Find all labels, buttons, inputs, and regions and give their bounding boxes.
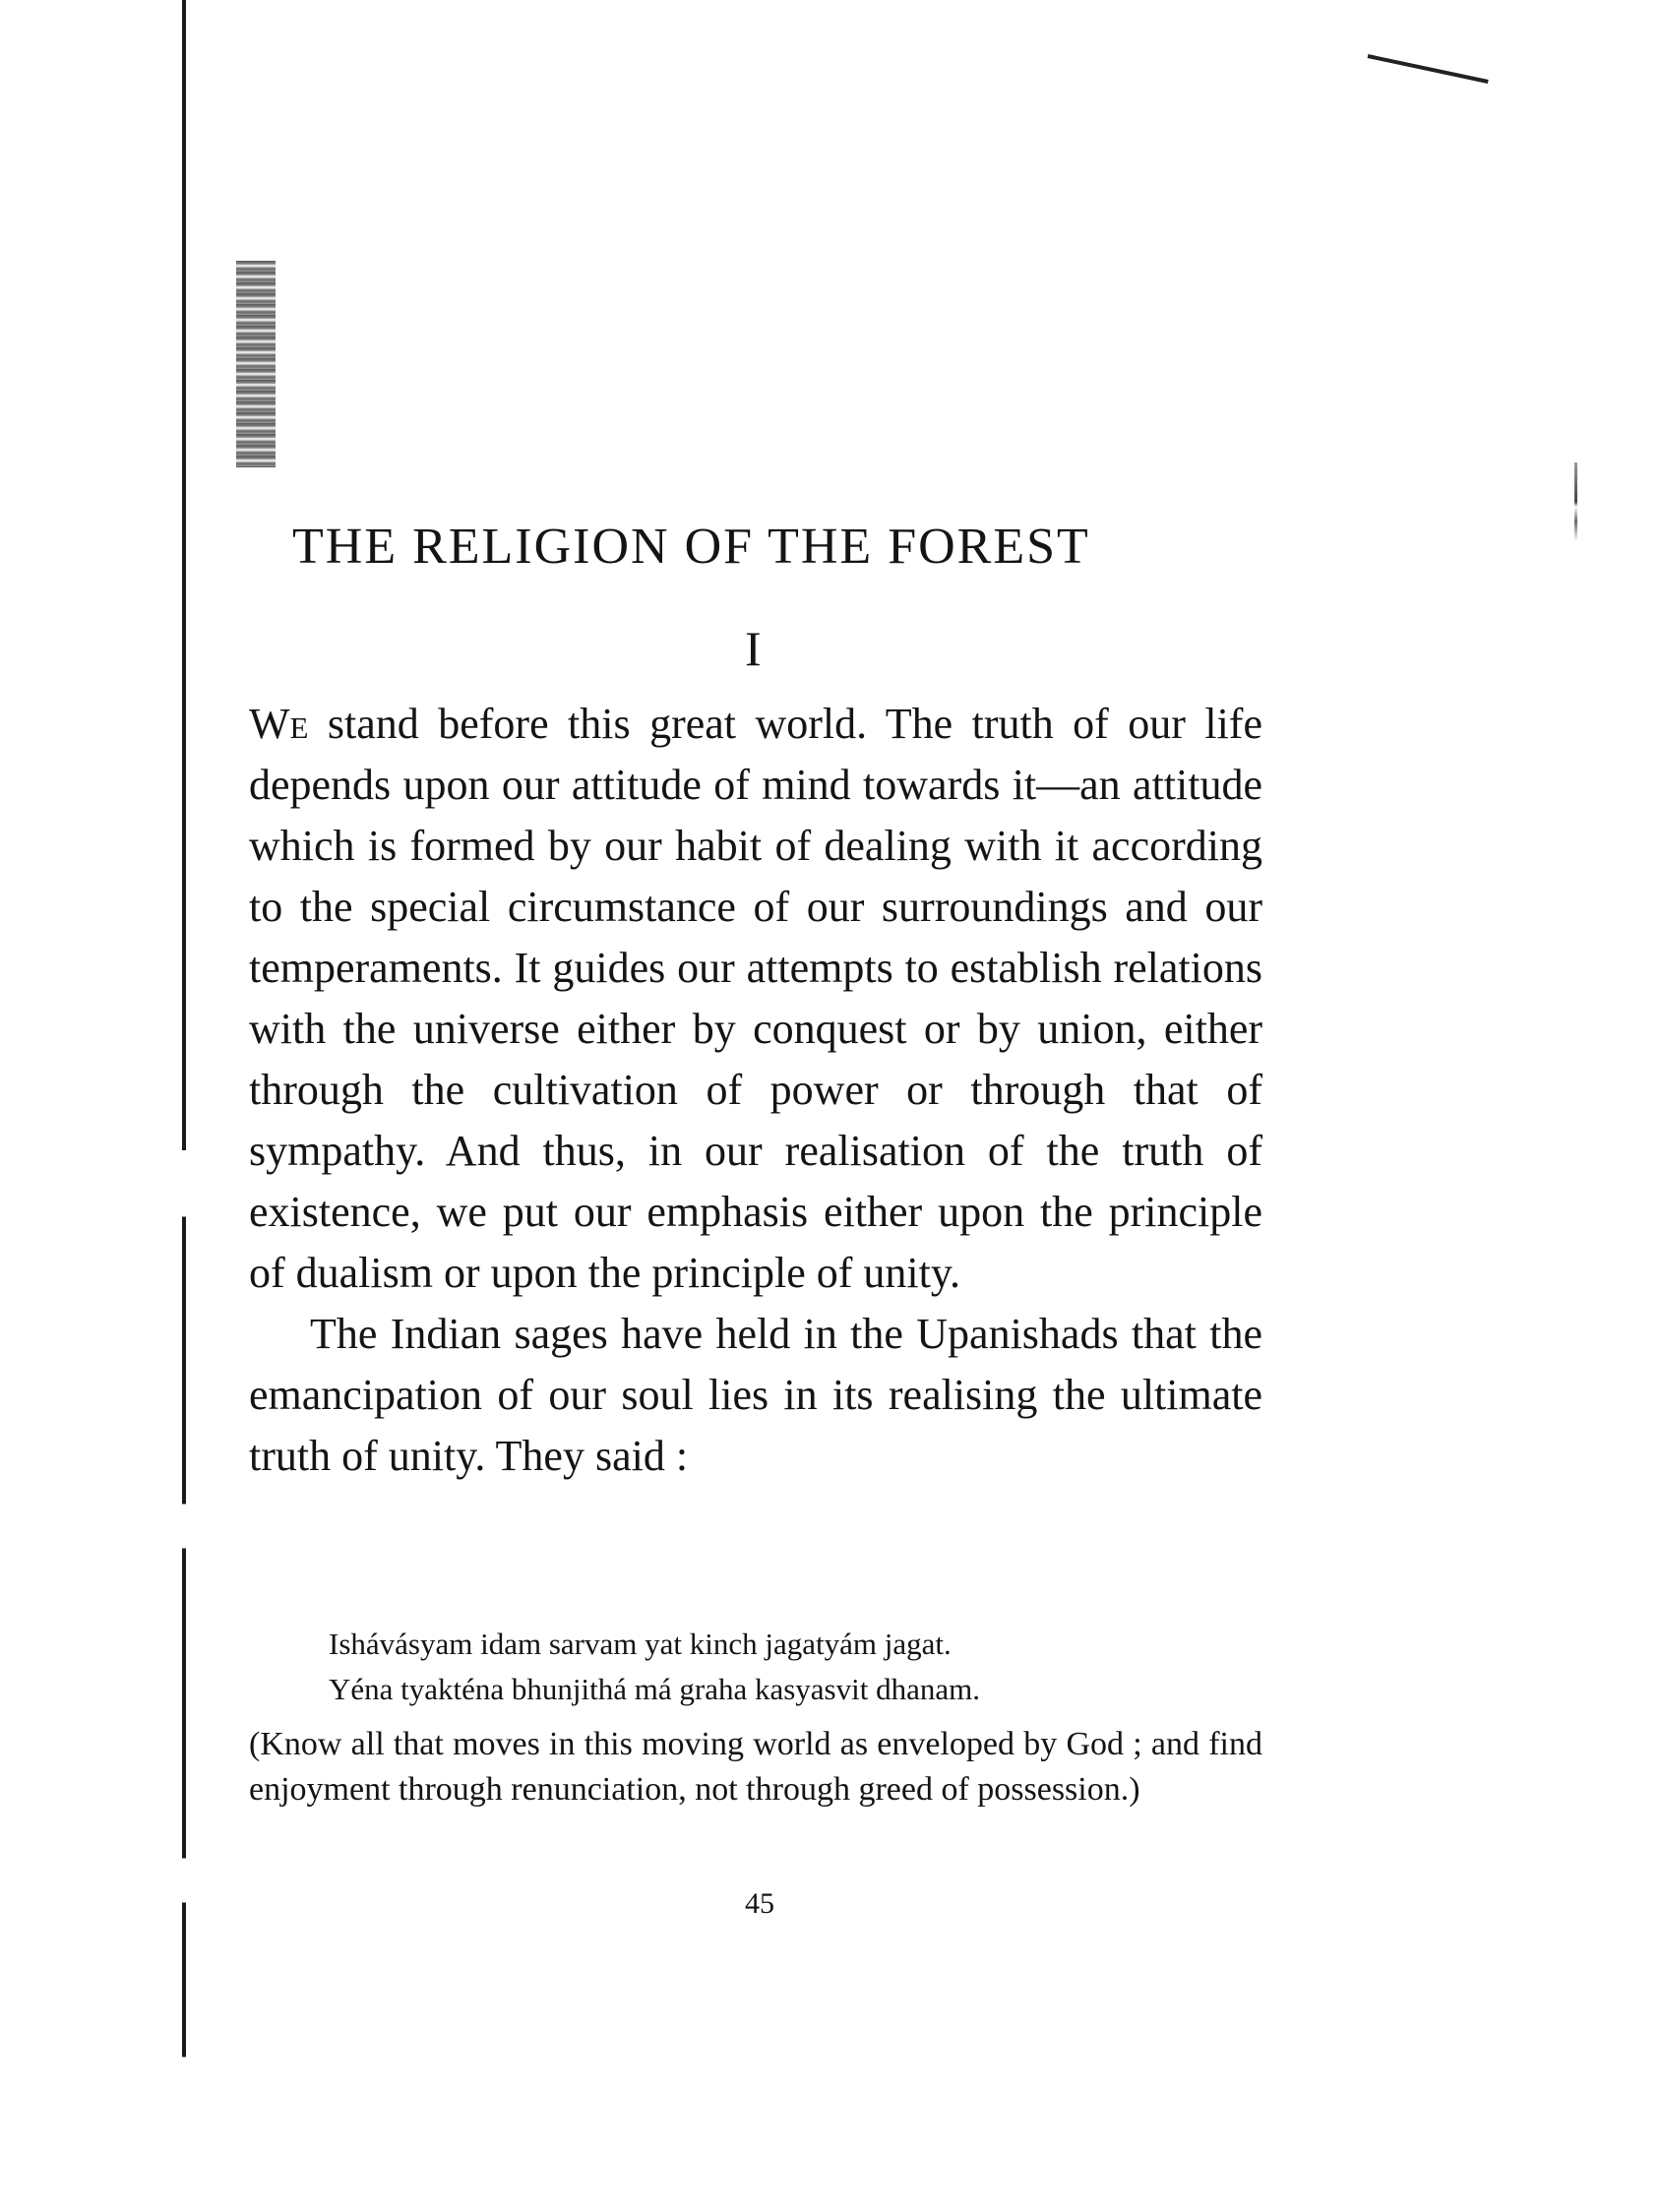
chapter-title: THE RELIGION OF THE FOREST (292, 519, 1090, 575)
scan-edge-mark (1574, 462, 1577, 561)
paragraph-lead-word: We (249, 700, 309, 748)
verse-line-1: Ishávásyam idam sarvam yat kinch jagatyám jagat. (329, 1627, 952, 1661)
verse-translation: (Know all that moves in this moving world as enveloped by God ; and find enjoyment through renunciation, not through greed of possession.) (249, 1726, 1262, 1808)
body-text (249, 694, 1262, 1487)
page-number: 45 (745, 1887, 774, 1920)
verse-line-2: Yéna tyakténa bhunjithá má graha kasyasvit dhanam. (329, 1672, 980, 1706)
scan-pen-stroke (1368, 54, 1489, 84)
scan-smudge (236, 261, 276, 467)
paragraph-1-text: stand before this great world. The truth of our life depends upon our attitude of mind towards it—an attitude which is formed by our habit of dealing with it according to the special circumstance of our surroundings and our temperaments. It guides our attempts to establish relations with the universe either by conquest or by union, either through the cultivation of power or through that of sympathy. And thus, in our realisation of the truth of existence, we put our emphasis either upon the principle of dualism or upon the principle of unity. (249, 700, 1262, 1297)
paragraph-1 (249, 694, 1262, 1304)
section-number: I (745, 621, 762, 676)
scan-gutter-line (182, 0, 186, 2212)
sanskrit-verse (329, 1622, 980, 1712)
paragraph-2: The Indian sages have held in the Upanishads that the emancipation of our soul lies in its realising the ultimate truth of unity. They said : (249, 1310, 1262, 1480)
